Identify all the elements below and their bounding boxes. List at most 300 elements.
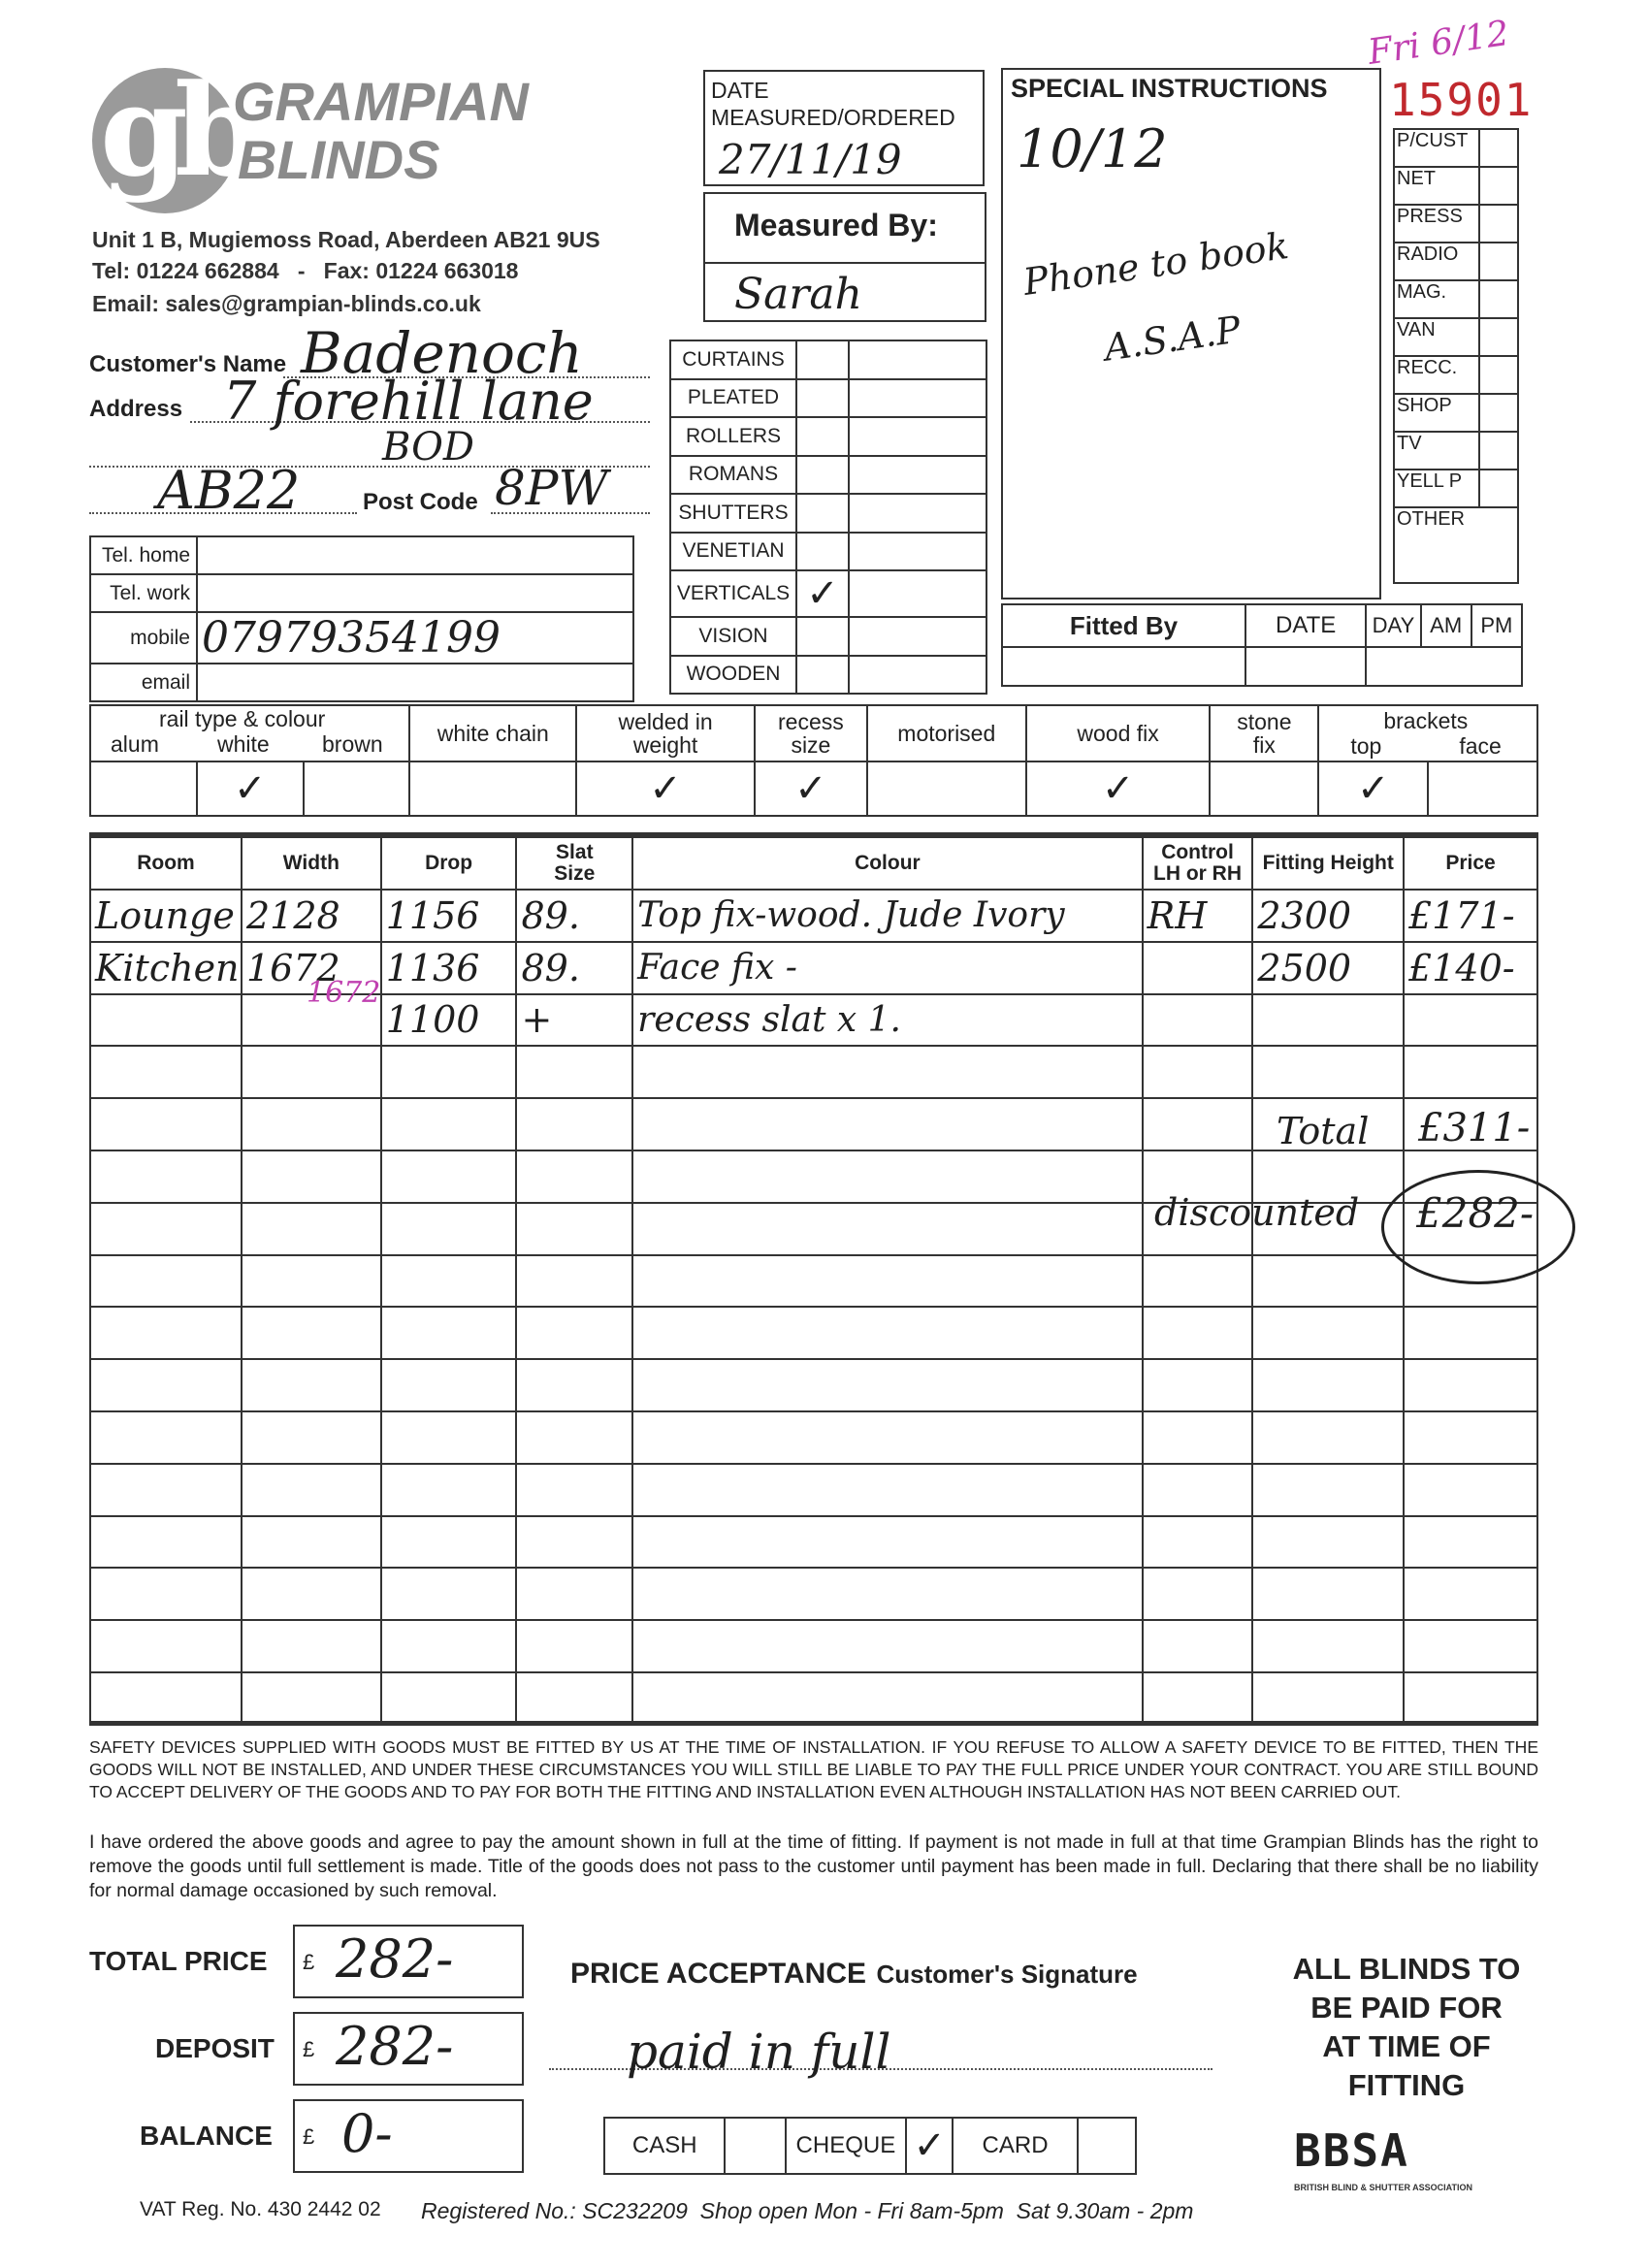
card-label: CARD bbox=[953, 2118, 1077, 2174]
cell-fitting-height[interactable] bbox=[1252, 1359, 1404, 1411]
cell-price[interactable] bbox=[1404, 1411, 1537, 1464]
motorised-check[interactable] bbox=[867, 761, 1026, 816]
cell-price[interactable]: £171- bbox=[1404, 890, 1537, 942]
stone-fix-check[interactable] bbox=[1210, 761, 1318, 816]
cell-fitting-height[interactable]: 2300 bbox=[1252, 890, 1404, 942]
product-type-notes[interactable] bbox=[849, 340, 986, 379]
source-option-label: VAN bbox=[1394, 318, 1479, 356]
cell-control[interactable] bbox=[1143, 1307, 1253, 1359]
table-row bbox=[90, 1307, 1537, 1359]
source-option-check[interactable] bbox=[1479, 129, 1518, 167]
contact-label: mobile bbox=[90, 612, 197, 664]
product-type-notes[interactable] bbox=[849, 379, 986, 418]
customer-name-label: Customer's Name bbox=[89, 351, 287, 377]
contact-value[interactable]: 07979354199 bbox=[197, 612, 633, 664]
fitted-am-label: AM bbox=[1421, 604, 1471, 647]
cell-width[interactable] bbox=[242, 1411, 381, 1464]
balance-label: BALANCE bbox=[140, 2121, 273, 2151]
source-option-check[interactable] bbox=[1479, 356, 1518, 394]
contact-label: Tel. home bbox=[90, 536, 197, 574]
cell-slat[interactable]: 89. bbox=[516, 890, 632, 942]
fitted-by-label: Fitted By bbox=[1002, 604, 1245, 647]
cheque-check[interactable] bbox=[906, 2118, 953, 2174]
product-type-notes[interactable] bbox=[849, 494, 986, 533]
cell-drop[interactable] bbox=[381, 1150, 517, 1203]
source-option-label: P/CUST bbox=[1394, 129, 1479, 167]
cell-room[interactable] bbox=[90, 1672, 242, 1725]
notice-line1: ALL BLINDS TO bbox=[1292, 1952, 1521, 1986]
cell-slat[interactable] bbox=[516, 1203, 632, 1255]
width-correction: 1672 bbox=[307, 976, 381, 1010]
company-address: Unit 1 B, Mugiemoss Road, Aberdeen AB21 9US bbox=[92, 227, 600, 252]
product-type-label: PLEATED bbox=[670, 379, 796, 418]
company-name-line1: GRAMPIAN bbox=[233, 71, 529, 132]
cell-colour[interactable]: Face fix - bbox=[632, 942, 1143, 994]
cell-drop[interactable] bbox=[381, 1203, 517, 1255]
cell-control[interactable] bbox=[1143, 1620, 1253, 1672]
fitted-time-value[interactable] bbox=[1366, 647, 1522, 686]
cell-slat[interactable] bbox=[516, 1307, 632, 1359]
postcode-value: 8PW bbox=[495, 460, 608, 516]
cell-drop[interactable]: 1100 bbox=[381, 994, 517, 1047]
price-acceptance-label bbox=[570, 1958, 1138, 1991]
brackets-face-check[interactable] bbox=[1428, 761, 1537, 816]
contact-value[interactable] bbox=[197, 536, 633, 574]
col-colour: Colour bbox=[632, 837, 1143, 890]
cell-width[interactable]: 1672 bbox=[242, 942, 381, 994]
cell-colour[interactable] bbox=[632, 1568, 1143, 1620]
cell-fitting-height[interactable] bbox=[1252, 1672, 1404, 1725]
contact-label: email bbox=[90, 664, 197, 701]
cell-drop[interactable] bbox=[381, 1464, 517, 1516]
cell-fitting-height[interactable] bbox=[1252, 1464, 1404, 1516]
cell-fitting-height[interactable] bbox=[1252, 994, 1404, 1047]
cell-room[interactable] bbox=[90, 1307, 242, 1359]
col-slat-line2: Size bbox=[554, 862, 596, 885]
col-slat-line1: Slat bbox=[556, 841, 594, 863]
col-price: Price bbox=[1404, 837, 1537, 890]
cell-control[interactable] bbox=[1143, 942, 1253, 994]
alum-check[interactable] bbox=[90, 761, 197, 816]
fitted-date-label: DATE bbox=[1245, 604, 1366, 647]
cell-price[interactable] bbox=[1404, 1464, 1537, 1516]
card-tick: ✓ bbox=[913, 2123, 946, 2168]
terms-safety: SAFETY DEVICES SUPPLIED WITH GOODS MUST BE FITTED BY US AT THE TIME OF INSTALLATION. IF YOU REFUSE TO ALLOW A SAFETY DEVICE TO BE FITTED, THEN THE GOODS WILL NOT BE INSTALLED, AND UNDER THESE CIRCUMSTANCES YOU WILL STILL BE LIABLE TO PAY THE FULL PRICE UNDER YOUR CONTRACT. YOU ARE STILL BOUND TO ACCEPT DELIVERY OF THE GOODS AND TO PAY FOR BOTH THE FITTING AND INSTALLATION EVEN ALTHOUGH INSTALLATION HAS NOT BEEN CARRIED OUT. bbox=[89, 1737, 1538, 1801]
table-row bbox=[90, 1464, 1537, 1516]
product-type-check[interactable] bbox=[796, 379, 849, 418]
measured-by-value: Sarah bbox=[734, 270, 862, 319]
cell-slat[interactable] bbox=[516, 1568, 632, 1620]
rail-alum-label: alum bbox=[111, 731, 159, 757]
table-row bbox=[90, 890, 1537, 942]
cell-price[interactable] bbox=[1404, 1307, 1537, 1359]
product-types-table bbox=[669, 340, 987, 695]
stone-label-line2: fix bbox=[1252, 732, 1276, 758]
source-option-label: SHOP bbox=[1394, 394, 1479, 432]
contact-table bbox=[89, 535, 634, 702]
balance-currency: £ bbox=[303, 2124, 315, 2149]
cell-width[interactable] bbox=[242, 1098, 381, 1150]
acceptance-rest: Customer's Signature bbox=[876, 1960, 1138, 1989]
cell-room[interactable] bbox=[90, 1411, 242, 1464]
product-type-notes[interactable] bbox=[849, 417, 986, 456]
cell-fitting-height[interactable] bbox=[1252, 1411, 1404, 1464]
measured-by-box bbox=[703, 192, 986, 322]
cell-control[interactable] bbox=[1143, 1568, 1253, 1620]
cell-colour[interactable] bbox=[632, 1672, 1143, 1725]
cell-width[interactable]: 2128 bbox=[242, 890, 381, 942]
cell-fitting-height[interactable] bbox=[1252, 1255, 1404, 1308]
cell-price[interactable]: £140- bbox=[1404, 942, 1537, 994]
product-type-notes[interactable] bbox=[849, 456, 986, 495]
col-width: Width bbox=[242, 837, 381, 890]
source-options-table bbox=[1393, 128, 1519, 584]
address-line3: AB22 bbox=[157, 460, 301, 521]
col-control-line1: Control bbox=[1161, 841, 1234, 863]
cell-control[interactable] bbox=[1143, 1672, 1253, 1725]
cell-slat[interactable]: 89. bbox=[516, 942, 632, 994]
cell-colour[interactable] bbox=[632, 1203, 1143, 1255]
acceptance-bold: PRICE ACCEPTANCE bbox=[570, 1958, 867, 1990]
deposit-currency: £ bbox=[303, 2037, 315, 2061]
order-table bbox=[89, 836, 1538, 1726]
cell-colour[interactable] bbox=[632, 1516, 1143, 1569]
cell-width[interactable] bbox=[242, 1359, 381, 1411]
cell-room[interactable]: Kitchen bbox=[90, 942, 242, 994]
cell-room[interactable] bbox=[90, 1150, 242, 1203]
wood-fix-label: wood fix bbox=[1026, 705, 1211, 761]
col-drop: Drop bbox=[381, 837, 517, 890]
cell-fitting-height[interactable] bbox=[1252, 1620, 1404, 1672]
cell-control[interactable] bbox=[1143, 1516, 1253, 1569]
cell-colour[interactable] bbox=[632, 1359, 1143, 1411]
source-option-check[interactable] bbox=[1479, 318, 1518, 356]
table-row bbox=[90, 1568, 1537, 1620]
fitted-by-value[interactable] bbox=[1002, 647, 1245, 686]
col-room: Room bbox=[90, 837, 242, 890]
cell-width[interactable] bbox=[242, 1516, 381, 1569]
total-price-value: 282- bbox=[336, 1928, 454, 1990]
product-type-label: CURTAINS bbox=[670, 340, 796, 379]
table-row bbox=[90, 1046, 1537, 1098]
recess-check[interactable] bbox=[755, 761, 867, 816]
table-row bbox=[90, 1255, 1537, 1308]
contact-value[interactable] bbox=[197, 574, 633, 612]
date-ordered-box bbox=[703, 70, 985, 186]
table-row bbox=[90, 1620, 1537, 1672]
company-email: Email: sales@grampian-blinds.co.uk bbox=[92, 291, 481, 316]
source-option-check[interactable] bbox=[1479, 394, 1518, 432]
cell-slat[interactable] bbox=[516, 1098, 632, 1150]
cell-control[interactable] bbox=[1143, 1464, 1253, 1516]
fitted-by-table bbox=[1001, 603, 1523, 687]
product-type-label: SHUTTERS bbox=[670, 494, 796, 533]
brown-check[interactable] bbox=[304, 761, 410, 816]
address-line1: 7 forehill lane bbox=[223, 371, 594, 432]
brackets-face-label: face bbox=[1459, 733, 1502, 759]
table-row bbox=[90, 1516, 1537, 1569]
source-option-label: TV bbox=[1394, 432, 1479, 470]
cell-room[interactable] bbox=[90, 1620, 242, 1672]
cell-width[interactable] bbox=[242, 1046, 381, 1098]
contact-value[interactable] bbox=[197, 664, 633, 701]
cell-room[interactable] bbox=[90, 1568, 242, 1620]
cell-control[interactable]: RH bbox=[1143, 890, 1253, 942]
cell-fitting-height[interactable]: 2500 bbox=[1252, 942, 1404, 994]
recess-label-line1: recess bbox=[778, 709, 844, 734]
cell-drop[interactable] bbox=[381, 1046, 517, 1098]
product-type-check[interactable] bbox=[796, 617, 849, 656]
special-instructions-label: SPECIAL INSTRUCTIONS bbox=[1011, 74, 1328, 103]
cell-width[interactable] bbox=[242, 1672, 381, 1725]
white-chain-label: white chain bbox=[409, 705, 576, 761]
bbsa-name: BRITISH BLIND & SHUTTER ASSOCIATION bbox=[1294, 2183, 1472, 2192]
cell-drop[interactable] bbox=[381, 1411, 517, 1464]
source-option-label: MAG. bbox=[1394, 280, 1479, 318]
product-type-label: ROMANS bbox=[670, 456, 796, 495]
cell-colour[interactable]: Top fix-wood. Jude Ivory bbox=[632, 890, 1143, 942]
cell-control[interactable] bbox=[1143, 1255, 1253, 1308]
payment-notice bbox=[1251, 1950, 1562, 2105]
cell-width[interactable] bbox=[242, 1568, 381, 1620]
source-option-label: OTHER bbox=[1394, 507, 1518, 583]
postcode-label: Post Code bbox=[363, 489, 478, 515]
source-option-check[interactable] bbox=[1479, 470, 1518, 507]
source-option-label: RECC. bbox=[1394, 356, 1479, 394]
product-type-tick: ✓ bbox=[806, 571, 839, 616]
cell-room[interactable] bbox=[90, 1516, 242, 1569]
product-type-check[interactable] bbox=[796, 456, 849, 495]
cell-fitting-height[interactable] bbox=[1252, 1046, 1404, 1098]
welded-tick: ✓ bbox=[649, 766, 682, 811]
cell-width[interactable] bbox=[242, 1255, 381, 1308]
product-type-label: VENETIAN bbox=[670, 533, 796, 571]
cell-colour[interactable] bbox=[632, 1046, 1143, 1098]
cell-room[interactable] bbox=[90, 1464, 242, 1516]
customer-signature: paid in full bbox=[627, 2024, 891, 2080]
cell-control[interactable] bbox=[1143, 994, 1253, 1047]
cell-fitting-height[interactable] bbox=[1252, 1516, 1404, 1569]
notice-line2: BE PAID FOR bbox=[1310, 1991, 1503, 2025]
source-option-check[interactable] bbox=[1479, 167, 1518, 205]
cell-price[interactable] bbox=[1404, 994, 1537, 1047]
cell-fitting-height[interactable] bbox=[1252, 1307, 1404, 1359]
source-option-check[interactable] bbox=[1479, 205, 1518, 243]
cell-price[interactable] bbox=[1404, 1620, 1537, 1672]
notice-line3: AT TIME OF bbox=[1322, 2029, 1491, 2063]
product-type-check[interactable] bbox=[796, 533, 849, 571]
recess-label-line2: size bbox=[791, 732, 831, 758]
motorised-label: motorised bbox=[867, 705, 1026, 761]
source-option-label: NET bbox=[1394, 167, 1479, 205]
measured-by-label: Measured By: bbox=[734, 208, 938, 243]
contact-label: Tel. work bbox=[90, 574, 197, 612]
total-price-label: TOTAL PRICE bbox=[89, 1946, 268, 1976]
welded-check[interactable] bbox=[576, 761, 755, 816]
cell-drop[interactable] bbox=[381, 1672, 517, 1725]
discount-value: £282- bbox=[1416, 1189, 1535, 1237]
cell-colour[interactable] bbox=[632, 1464, 1143, 1516]
stone-label-line1: stone bbox=[1237, 709, 1292, 734]
white-tick: ✓ bbox=[233, 766, 267, 811]
cell-slat[interactable] bbox=[516, 1464, 632, 1516]
date-ordered-value: 27/11/19 bbox=[719, 136, 902, 183]
cell-colour[interactable] bbox=[632, 1098, 1143, 1150]
cell-drop[interactable] bbox=[381, 1255, 517, 1308]
source-option-label: PRESS bbox=[1394, 205, 1479, 243]
cell-control[interactable] bbox=[1143, 1359, 1253, 1411]
special-instructions-box bbox=[1001, 68, 1381, 599]
notice-line4: FITTING bbox=[1347, 2068, 1466, 2102]
source-option-label: YELL P bbox=[1394, 470, 1479, 507]
brackets-top-tick: ✓ bbox=[1356, 766, 1390, 811]
cell-colour[interactable] bbox=[632, 1255, 1143, 1308]
deposit-label: DEPOSIT bbox=[155, 2033, 275, 2063]
cell-slat[interactable] bbox=[516, 1516, 632, 1569]
cell-width[interactable] bbox=[242, 1150, 381, 1203]
brackets-top-check[interactable] bbox=[1318, 761, 1428, 816]
product-type-check[interactable] bbox=[796, 340, 849, 379]
col-fitting-height: Fitting Height bbox=[1252, 837, 1404, 890]
cheque-label: CHEQUE bbox=[786, 2118, 906, 2174]
cell-control[interactable] bbox=[1143, 1098, 1253, 1150]
product-type-label: WOODEN bbox=[670, 656, 796, 695]
product-type-label: ROLLERS bbox=[670, 417, 796, 456]
balance-box[interactable] bbox=[293, 2099, 524, 2173]
cell-colour[interactable]: recess slat x 1. bbox=[632, 994, 1143, 1047]
cell-colour[interactable] bbox=[632, 1411, 1143, 1464]
product-type-notes[interactable] bbox=[849, 617, 986, 656]
terms-agreement: I have ordered the above goods and agree to pay the amount shown in full at the time of fitting. If payment is not made in full at that time Grampian Blinds has the right to remove the goods until full settlement is made. Title of the goods does not pass to the customer until payment has been made in full. Declaring that there shall be no liability for normal damage occasioned by such removal. bbox=[89, 1831, 1538, 1901]
product-type-check[interactable] bbox=[796, 417, 849, 456]
special-instructions-date: 10/12 bbox=[1017, 118, 1168, 179]
rail-white-label: white bbox=[217, 731, 270, 757]
cell-room[interactable]: Lounge bbox=[90, 890, 242, 942]
cell-control[interactable] bbox=[1143, 1411, 1253, 1464]
col-control-line2: LH or RH bbox=[1153, 862, 1243, 885]
source-option-check[interactable] bbox=[1479, 432, 1518, 470]
cell-fitting-height[interactable] bbox=[1252, 1568, 1404, 1620]
order-number: 15901 bbox=[1389, 74, 1534, 126]
registered-info: Registered No.: SC232209 Shop open Mon - Fri 8am-5pm Sat 9.30am - 2pm bbox=[421, 2198, 1194, 2223]
cell-drop[interactable] bbox=[381, 1516, 517, 1569]
product-type-notes[interactable] bbox=[849, 656, 986, 695]
company-phone-fax: Tel: 01224 662884 - Fax: 01224 663018 bbox=[92, 258, 519, 283]
cell-slat[interactable] bbox=[516, 1620, 632, 1672]
total-price-box[interactable] bbox=[293, 1925, 524, 1998]
cell-control[interactable] bbox=[1143, 1046, 1253, 1098]
cell-room[interactable] bbox=[90, 1359, 242, 1411]
cell-drop[interactable] bbox=[381, 1359, 517, 1411]
cell-drop[interactable]: 1156 bbox=[381, 890, 517, 942]
cell-slat[interactable] bbox=[516, 1046, 632, 1098]
rail-type-label: rail type & colour bbox=[159, 706, 326, 731]
product-type-check[interactable] bbox=[796, 494, 849, 533]
cell-colour[interactable] bbox=[632, 1620, 1143, 1672]
cell-slat[interactable] bbox=[516, 1150, 632, 1203]
company-name-line2: BLINDS bbox=[238, 129, 440, 190]
cell-price[interactable] bbox=[1404, 1046, 1537, 1098]
company-logo bbox=[92, 56, 249, 213]
fitted-pm-label: PM bbox=[1471, 604, 1522, 647]
white-check[interactable] bbox=[197, 761, 304, 816]
cell-price[interactable] bbox=[1404, 1672, 1537, 1725]
cell-room[interactable] bbox=[90, 1255, 242, 1308]
cell-room[interactable] bbox=[90, 1203, 242, 1255]
cell-room[interactable] bbox=[90, 1046, 242, 1098]
special-instructions-note1: Phone to book bbox=[1020, 224, 1292, 304]
cell-slat[interactable]: + bbox=[516, 994, 632, 1047]
discount-label: discounted bbox=[1154, 1191, 1360, 1234]
product-type-check[interactable] bbox=[796, 656, 849, 695]
payment-method-table bbox=[603, 2117, 1137, 2175]
special-instructions-note2: A.S.A.P bbox=[1101, 308, 1244, 370]
product-type-notes[interactable] bbox=[849, 533, 986, 571]
card-check[interactable] bbox=[1078, 2118, 1136, 2174]
total-price-currency: £ bbox=[303, 1950, 315, 1974]
product-type-notes[interactable] bbox=[849, 570, 986, 617]
cell-colour[interactable] bbox=[632, 1307, 1143, 1359]
cell-slat[interactable] bbox=[516, 1255, 632, 1308]
date-label-line1: DATE bbox=[711, 78, 769, 103]
cell-width[interactable] bbox=[242, 1620, 381, 1672]
cell-width[interactable] bbox=[242, 1203, 381, 1255]
options-table bbox=[89, 704, 1538, 817]
product-type-check[interactable] bbox=[796, 570, 849, 617]
cell-drop[interactable] bbox=[381, 1098, 517, 1150]
logo-letters: gb bbox=[100, 56, 249, 205]
cell-drop[interactable] bbox=[381, 1307, 517, 1359]
cash-check[interactable] bbox=[725, 2118, 785, 2174]
cell-drop[interactable]: 1136 bbox=[381, 942, 517, 994]
cell-price[interactable] bbox=[1404, 1568, 1537, 1620]
cell-room[interactable] bbox=[90, 994, 242, 1047]
brackets-top-label: top bbox=[1350, 733, 1382, 759]
recess-tick: ✓ bbox=[794, 766, 827, 811]
cell-slat[interactable] bbox=[516, 1411, 632, 1464]
product-type-label: VERTICALS bbox=[670, 570, 796, 617]
cell-price[interactable] bbox=[1404, 1359, 1537, 1411]
wood-fix-check[interactable] bbox=[1026, 761, 1211, 816]
white-chain-check[interactable] bbox=[409, 761, 576, 816]
total-label: Total bbox=[1277, 1110, 1370, 1152]
cell-width[interactable] bbox=[242, 1307, 381, 1359]
fitted-date-value[interactable] bbox=[1245, 647, 1366, 686]
cell-price[interactable] bbox=[1404, 1516, 1537, 1569]
source-option-check[interactable] bbox=[1479, 243, 1518, 280]
cell-width[interactable] bbox=[242, 1464, 381, 1516]
table-row bbox=[90, 1672, 1537, 1725]
cell-colour[interactable] bbox=[632, 1150, 1143, 1203]
deposit-value: 282- bbox=[336, 2016, 454, 2077]
address-line2: BOD bbox=[382, 425, 474, 470]
cell-drop[interactable] bbox=[381, 1568, 517, 1620]
cell-room[interactable] bbox=[90, 1098, 242, 1150]
deposit-box[interactable] bbox=[293, 2012, 524, 2086]
welded-label-line2: weight bbox=[632, 732, 698, 758]
date-label-line2: MEASURED/ORDERED bbox=[711, 105, 955, 130]
source-option-check[interactable] bbox=[1479, 280, 1518, 318]
cell-slat[interactable] bbox=[516, 1672, 632, 1725]
cash-label: CASH bbox=[604, 2118, 725, 2174]
welded-label-line1: welded in bbox=[618, 709, 713, 734]
cell-drop[interactable] bbox=[381, 1620, 517, 1672]
source-option-label: RADIO bbox=[1394, 243, 1479, 280]
fitted-day-label: DAY bbox=[1366, 604, 1420, 647]
vat-number: VAT Reg. No. 430 2442 02 bbox=[140, 2198, 381, 2220]
wood-fix-tick: ✓ bbox=[1101, 766, 1135, 811]
cell-slat[interactable] bbox=[516, 1359, 632, 1411]
